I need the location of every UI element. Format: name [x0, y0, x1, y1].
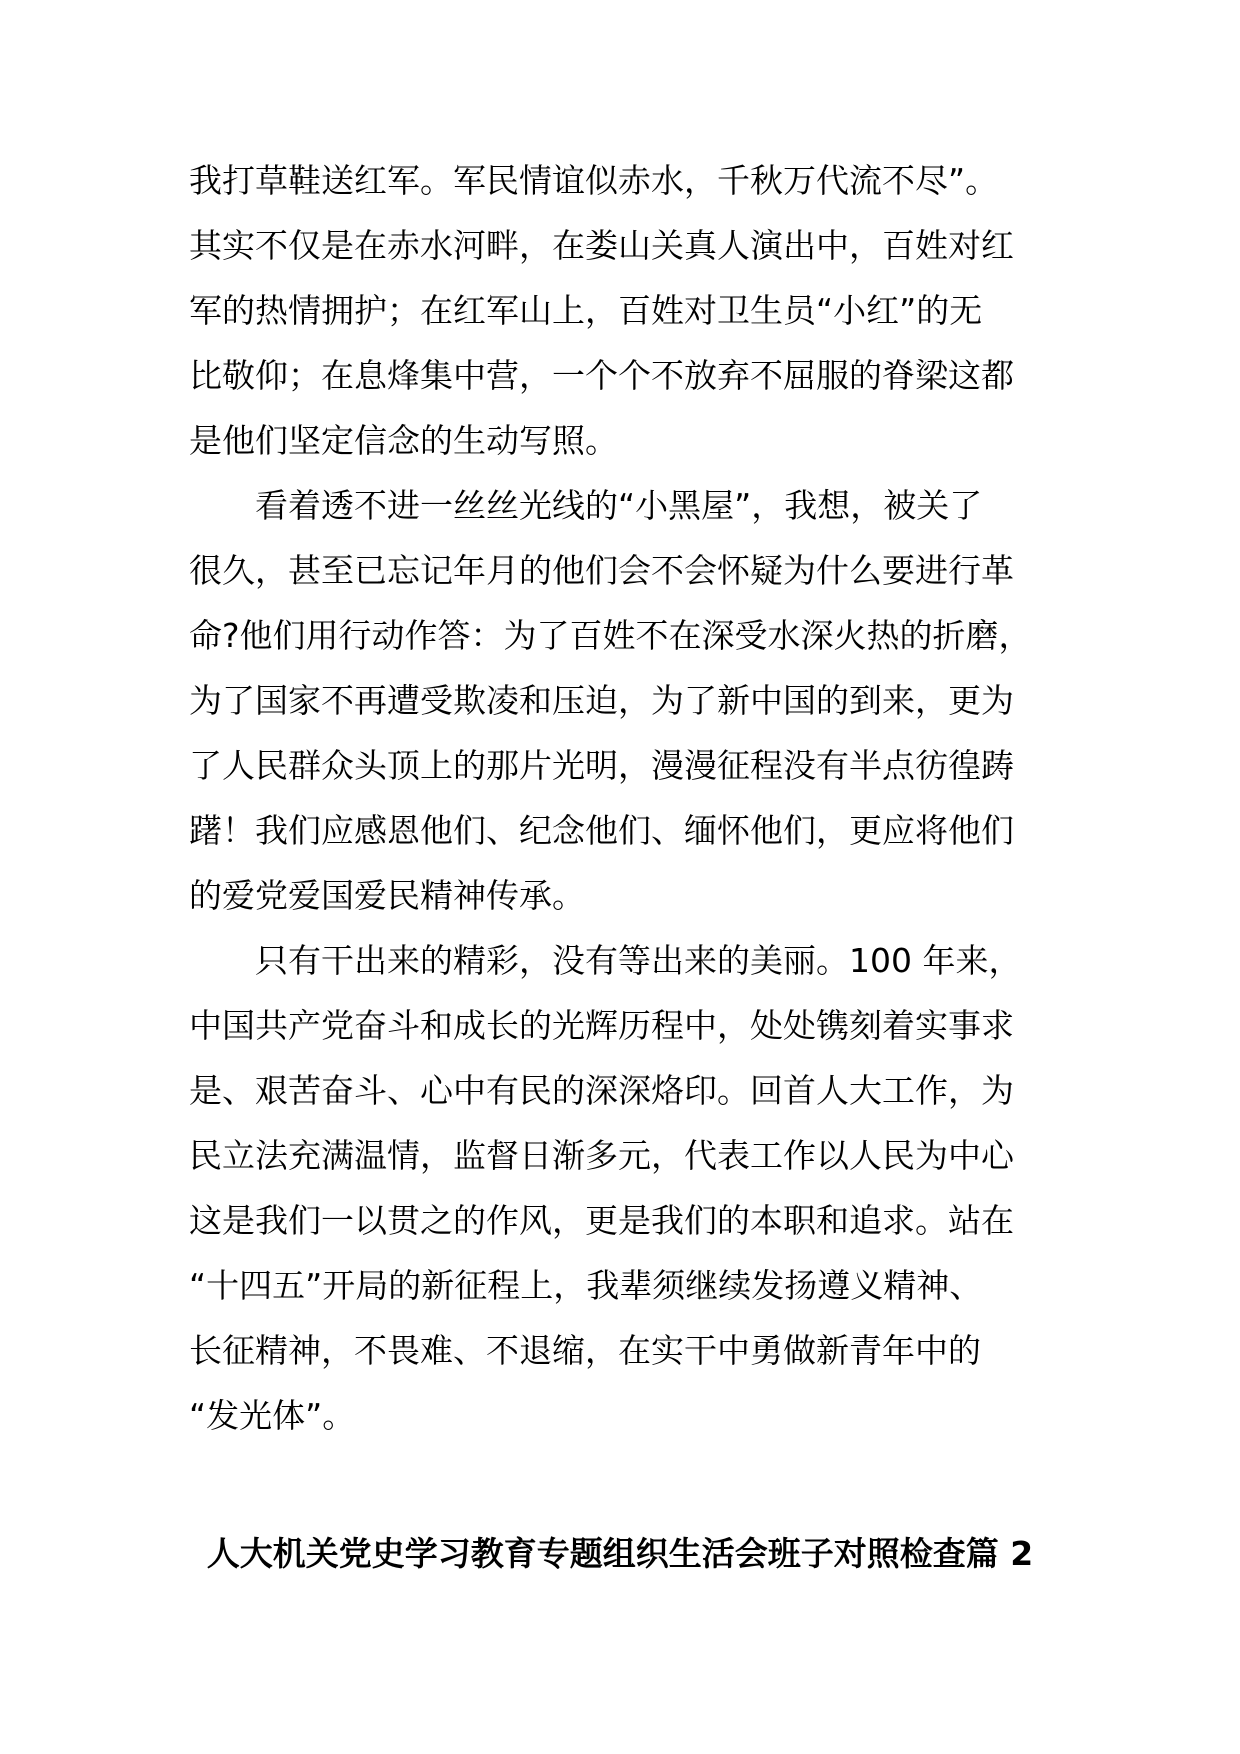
paragraph-3-line: 民立法充满温情，监督日渐多元，代表工作以人民为中心: [189, 1136, 1014, 1175]
paragraph-1: [189, 148, 1061, 473]
paragraph-2-line: 命?他们用行动作答：为了百姓不在深受水深火热的折磨，: [189, 616, 1032, 655]
paragraph-3-line: “十四五”开局的新征程上，我辈须继续发扬遵义精神、: [189, 1266, 983, 1305]
paragraph-3-line: 是、艰苦奋斗、心中有民的深深烙印。回首人大工作，为: [189, 1071, 1014, 1110]
paragraph-3: [189, 928, 1061, 1448]
paragraph-1-line: 军的热情拥护；在红军山上，百姓对卫生员“小红”的无: [189, 291, 983, 330]
section-heading: 人大机关党史学习教育专题组织生活会班子对照检查篇 2: [206, 1534, 1034, 1573]
paragraph-2-line: 了人民群众头顶上的那片光明，漫漫征程没有半点彷徨踌: [189, 746, 1014, 785]
paragraph-3-line: “发光体”。: [189, 1396, 356, 1435]
paragraph-3-line: 只有干出来的精彩，没有等出来的美丽。100 年来，: [255, 941, 1022, 980]
paragraph-2-line: 很久，甚至已忘记年月的他们会不会怀疑为什么要进行革: [189, 551, 1014, 590]
paragraph-2-line: 的爱党爱国爱民精神传承。: [189, 876, 585, 915]
paragraph-2-line: 为了国家不再遭受欺凌和压迫，为了新中国的到来，更为: [189, 681, 1014, 720]
paragraph-1-line: 我打草鞋送红军。军民情谊似赤水，千秋万代流不尽”。: [189, 161, 999, 200]
paragraph-3-line: 中国共产党奋斗和成长的光辉历程中，处处镌刻着实事求: [189, 1006, 1014, 1045]
paragraph-3-line: 长征精神，不畏难、不退缩，在实干中勇做新青年中的: [189, 1331, 981, 1370]
paragraph-2: [189, 473, 1061, 928]
paragraph-1-line: 其实不仅是在赤水河畔，在娄山关真人演出中，百姓对红: [189, 226, 1014, 265]
paragraph-1-line: 是他们坚定信念的生动写照。: [189, 421, 618, 460]
paragraph-1-line: 比敬仰；在息烽集中营，一个个不放弃不屈服的脊梁这都: [189, 356, 1014, 395]
paragraph-2-line: 躇！我们应感恩他们、纪念他们、缅怀他们，更应将他们: [189, 811, 1014, 850]
paragraph-2-line: 看着透不进一丝丝光线的“小黑屋”，我想，被关了: [255, 486, 983, 525]
paragraph-3-line: 这是我们一以贯之的作风，更是我们的本职和追求。站在: [189, 1201, 1014, 1240]
